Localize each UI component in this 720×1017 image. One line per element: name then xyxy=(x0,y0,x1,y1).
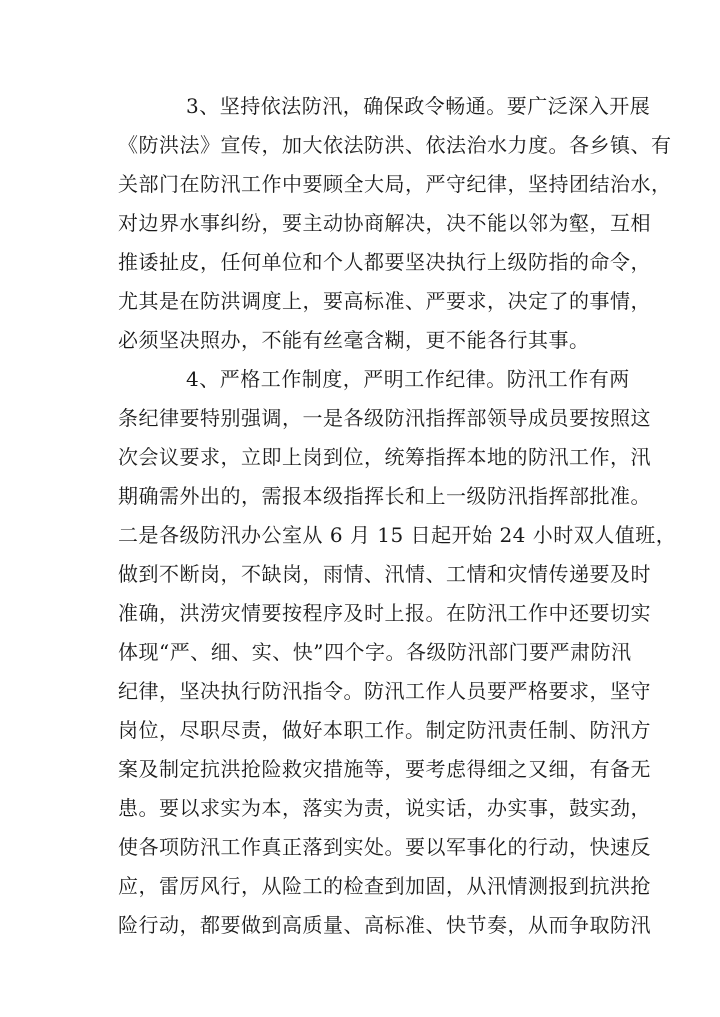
paragraph-2-line-13: 使各项防汛工作真正落到实处。要以军事化的行动，快速反 xyxy=(118,835,651,859)
paragraph-1-line-6: 尤其是在防洪调度上，要高标准、严要求，决定了的事情， xyxy=(118,289,651,313)
paragraph-2-line-15: 险行动，都要做到高质量、高标准、快节奏，从而争取防汛 xyxy=(118,913,651,937)
paragraph-2-line-1: 4、严格工作制度，严明工作纪律。防汛工作有两 xyxy=(186,367,630,391)
paragraph-2-line-12: 患。要以求实为本，落实为责，说实话，办实事，鼓实劲， xyxy=(118,796,651,820)
paragraph-2-line-14: 应，雷厉风行，从险工的检查到加固，从汛情测报到抗洪抢 xyxy=(118,874,651,898)
paragraph-1-line-7: 必须坚决照办，不能有丝毫含糊，更不能各行其事。 xyxy=(118,328,590,352)
paragraph-2-line-10: 岗位，尽职尽责，做好本职工作。制定防汛责任制、防汛方 xyxy=(118,718,651,742)
paragraph-2-line-7: 准确，洪涝灾情要按程序及时上报。在防汛工作中还要切实 xyxy=(118,601,651,625)
paragraph-2-line-3: 次会议要求，立即上岗到位，统筹指挥本地的防汛工作，汛 xyxy=(118,445,651,469)
paragraph-2-line-2: 条纪律要特别强调，一是各级防汛指挥部领导成员要按照这 xyxy=(118,406,651,430)
paragraph-2-line-4: 期确需外出的，需报本级指挥长和上一级防汛指挥部批准。 xyxy=(118,484,651,508)
paragraph-2-line-9: 纪律，坚决执行防汛指令。防汛工作人员要严格要求，坚守 xyxy=(118,679,651,703)
paragraph-1-line-5: 推诿扯皮，任何单位和个人都要坚决执行上级防指的命令， xyxy=(118,250,651,274)
paragraph-2-line-6: 做到不断岗，不缺岗，雨情、汛情、工情和灾情传递要及时 xyxy=(118,562,651,586)
paragraph-2-line-8: 体现“严、细、实、快”四个字。各级防汛部门要严肃防汛 xyxy=(118,640,632,664)
paragraph-1-line-1: 3、坚持依法防汛，确保政令畅通。要广泛深入开展 xyxy=(186,94,651,118)
paragraph-2-line-11: 案及制定抗洪抢险救灾措施等，要考虑得细之又细，有备无 xyxy=(118,757,651,781)
paragraph-1-line-3: 关部门在防汛工作中要顾全大局，严守纪律，坚持团结治水， xyxy=(118,172,672,196)
paragraph-2-line-5: 二是各级防汛办公室从 6 月 15 日起开始 24 小时双人值班， xyxy=(118,523,677,547)
paragraph-1-line-4: 对边界水事纠纷，要主动协商解决，决不能以邻为壑，互相 xyxy=(118,211,651,235)
paragraph-1-line-2: 《防洪法》宣传，加大依法防洪、依法治水力度。各乡镇、有 xyxy=(118,133,672,157)
